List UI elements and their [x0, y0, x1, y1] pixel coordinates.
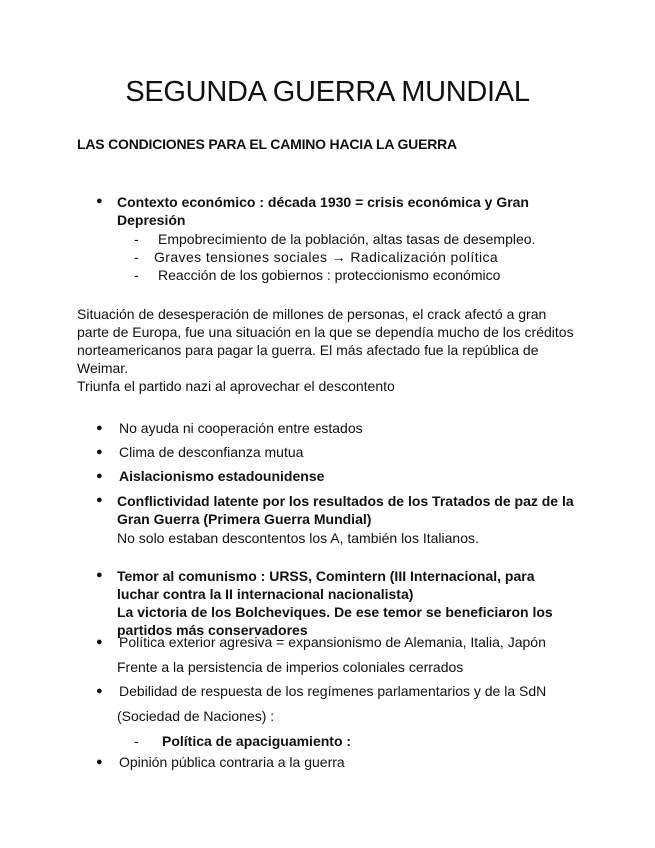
- dash: -: [134, 249, 139, 265]
- list-item-4-note: No solo estaban descontentos los A, también los Italianos.: [117, 530, 479, 546]
- list-item-5-note: La victoria de los Bolcheviques. De ese temor se beneficiaron los partidos más conservadores: [117, 604, 553, 638]
- dash: -: [134, 267, 139, 283]
- bullet: ●: [96, 756, 103, 768]
- page-title: SEGUNDA GUERRA MUNDIAL: [125, 76, 530, 108]
- list-item-7: Debilidad de respuesta de los regímenes parlamentarios y de la SdN: [119, 683, 547, 699]
- bullet: ●: [96, 685, 103, 697]
- dash: -: [134, 733, 139, 749]
- bullet: ●: [96, 569, 103, 581]
- appeasement-policy: Política de apaciguamiento :: [162, 733, 352, 749]
- list-item-6-note: Frente a la persistencia de imperios coloniales cerrados: [117, 659, 464, 675]
- paragraph-line-4: Weimar.: [77, 360, 129, 376]
- list-item-3: Aislacionismo estadounidense: [119, 468, 325, 484]
- list-item-7-note: (Sociedad de Naciones) :: [117, 708, 275, 724]
- list-item-8: Opinión pública contraria a la guerra: [119, 754, 345, 770]
- list-item-1: No ayuda ni cooperación entre estados: [119, 420, 363, 436]
- list-item-5: Temor al comunismo : URSS, Comintern (III Internacional, para luchar contra la II internacional nacionalista): [117, 568, 535, 602]
- subitem-2: Graves tensiones sociales → Radicalización política: [154, 249, 499, 265]
- bullet: ●: [96, 494, 103, 506]
- bullet: ●: [96, 195, 103, 207]
- subitem-1: Empobrecimiento de la población, altas tasas de desempleo.: [158, 231, 536, 247]
- dash: -: [134, 231, 139, 247]
- bullet: ●: [96, 446, 103, 458]
- paragraph-line-1: Situación de desesperación de millones de personas, el crack afectó a gran: [77, 306, 547, 322]
- economic-context-heading: Contexto económico : década 1930 = crisis económica y Gran Depresión: [117, 194, 529, 228]
- bullet: ●: [96, 636, 103, 648]
- list-item-4: Conflictividad latente por los resultados de los Tratados de paz de la Gran Guerra (Primera Guerra Mundial): [117, 493, 574, 527]
- bullet: ●: [96, 422, 103, 434]
- bullet: ●: [96, 470, 103, 482]
- paragraph-line-3: norteamericanos para pagar la guerra. El más afectado fue la república de: [77, 342, 539, 358]
- paragraph-line-2: parte de Europa, fue una situación en la que se dependía mucho de los créditos: [77, 324, 574, 340]
- section-heading: LAS CONDICIONES PARA EL CAMINO HACIA LA GUERRA: [77, 136, 457, 152]
- paragraph-line-5: Triunfa el partido nazi al aprovechar el descontento: [77, 378, 395, 394]
- list-item-6: Política exterior agresiva = expansionismo de Alemania, Italia, Japón: [119, 634, 546, 650]
- list-item-2: Clima de desconfianza mutua: [119, 444, 304, 460]
- subitem-3: Reacción de los gobiernos : proteccionismo económico: [158, 267, 501, 283]
